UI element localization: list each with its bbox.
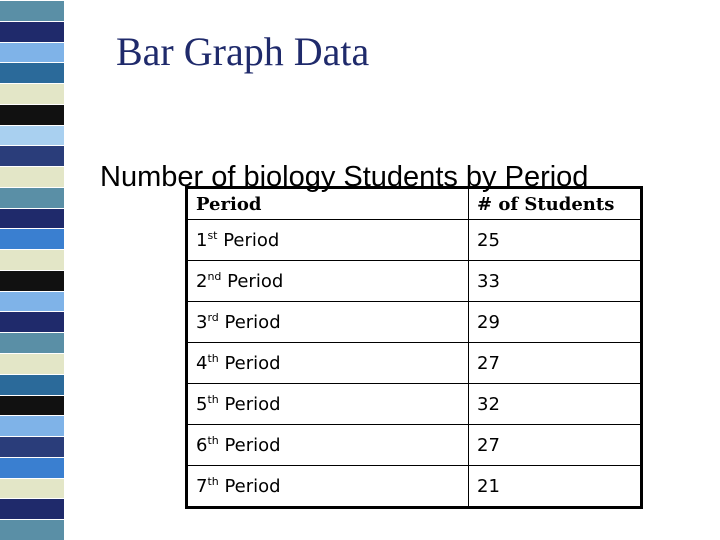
period-cell: [187, 261, 469, 302]
ordinal-suffix: th: [207, 433, 219, 447]
stripe-segment: [0, 311, 64, 332]
table-header-row: [187, 188, 642, 220]
table-row: [187, 220, 642, 261]
ordinal-suffix: st: [207, 228, 218, 242]
period-label: Period: [218, 393, 281, 415]
period-cell: [187, 466, 469, 508]
student-count-cell: 25: [469, 220, 642, 261]
ordinal-suffix: th: [207, 474, 219, 488]
stripe-segment: [0, 104, 64, 125]
stripe-segment: [0, 457, 64, 478]
stripe-segment: [0, 291, 64, 312]
stripe-segment: [0, 478, 64, 499]
table-row: [187, 466, 642, 508]
table-row: [187, 425, 642, 466]
table-row: [187, 261, 642, 302]
stripe-segment: [0, 62, 64, 83]
ordinal-suffix: nd: [207, 269, 222, 283]
student-count-cell: 32: [469, 384, 642, 425]
period-number: 4: [196, 352, 208, 374]
table-caption: Number of biology Students by Period: [100, 161, 589, 193]
period-number: 6: [196, 434, 208, 456]
stripe-segment: [0, 332, 64, 353]
stripe-segment: [0, 436, 64, 457]
stripe-segment: [0, 415, 64, 436]
stripe-segment: [0, 228, 64, 249]
period-cell: [187, 425, 469, 466]
students-by-period-table: [185, 186, 643, 509]
ordinal-suffix: th: [207, 392, 219, 406]
decorative-stripe-bar: [0, 0, 64, 540]
stripe-segment: [0, 0, 64, 21]
period-label: Period: [218, 434, 281, 456]
stripe-segment: [0, 395, 64, 416]
stripe-segment: [0, 166, 64, 187]
student-count-cell: 29: [469, 302, 642, 343]
stripe-segment: [0, 498, 64, 519]
ordinal-suffix: th: [207, 351, 219, 365]
period-label: Period: [218, 311, 281, 333]
period-label: Period: [218, 352, 281, 374]
period-label: Period: [218, 475, 281, 497]
header-student-count: # of Students: [469, 188, 642, 220]
stripe-segment: [0, 249, 64, 270]
stripe-segment: [0, 374, 64, 395]
period-number: 7: [196, 475, 208, 497]
period-label: Period: [221, 270, 284, 292]
period-cell: [187, 384, 469, 425]
period-number: 5: [196, 393, 208, 415]
stripe-segment: [0, 42, 64, 63]
period-number: 2: [196, 270, 208, 292]
stripe-segment: [0, 83, 64, 104]
header-period: Period: [187, 188, 469, 220]
stripe-segment: [0, 21, 64, 42]
stripe-segment: [0, 208, 64, 229]
period-cell: [187, 343, 469, 384]
ordinal-suffix: rd: [207, 310, 219, 324]
table-body: [187, 220, 642, 508]
period-label: Period: [217, 229, 280, 251]
stripe-segment: [0, 519, 64, 540]
period-number: 3: [196, 311, 208, 333]
stripe-segment: [0, 187, 64, 208]
period-cell: [187, 302, 469, 343]
stripe-segment: [0, 353, 64, 374]
stripe-segment: [0, 270, 64, 291]
stripe-segment: [0, 125, 64, 146]
table-row: [187, 302, 642, 343]
slide-title: Bar Graph Data: [116, 29, 370, 74]
table-row: [187, 343, 642, 384]
student-count-cell: 33: [469, 261, 642, 302]
period-number: 1: [196, 229, 208, 251]
student-count-cell: 21: [469, 466, 642, 508]
student-count-cell: 27: [469, 343, 642, 384]
student-count-cell: 27: [469, 425, 642, 466]
period-cell: [187, 220, 469, 261]
stripe-segment: [0, 145, 64, 166]
table-row: [187, 384, 642, 425]
